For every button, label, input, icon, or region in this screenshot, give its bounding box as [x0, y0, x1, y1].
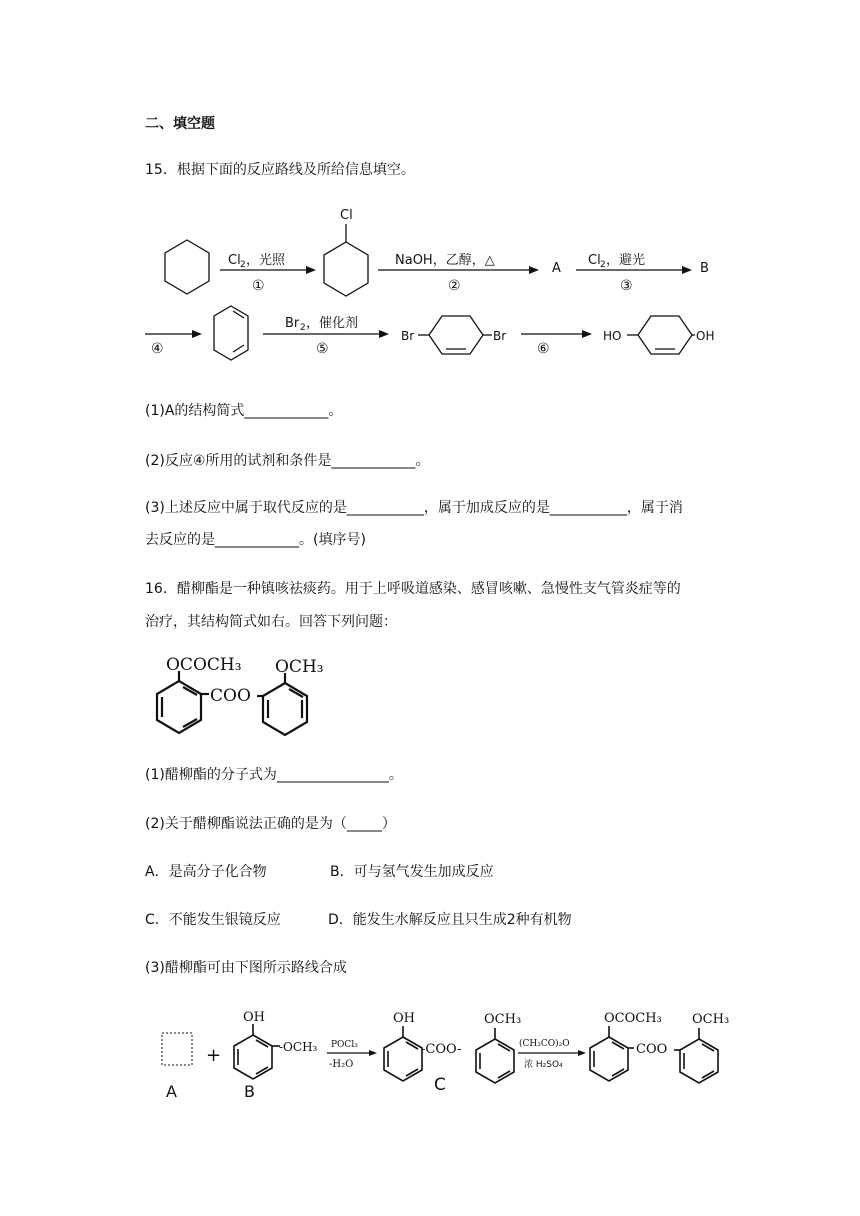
- step6-number: ⑥: [537, 341, 550, 357]
- q16-option-c: C．不能发生银镜反应: [145, 912, 281, 928]
- q16-option-b: B．可与氢气发生加成反应: [330, 864, 494, 880]
- placeholder-box-a: [162, 1033, 192, 1065]
- step1-reagent-sub: 2: [240, 260, 246, 270]
- q16-option-d: D．能发生水解反应且只生成2种有机物: [328, 912, 572, 928]
- cyclohexenediol-ring: [638, 316, 692, 354]
- step2-number: ②: [448, 278, 461, 294]
- q16-sub2: (2)关于醋柳酯说法正确的是为（_____）: [145, 816, 396, 832]
- synth-oh-b: OH: [243, 1010, 265, 1025]
- q16-sub1: (1)醋柳酯的分子式为________________。: [145, 767, 403, 783]
- step5-reagent-rest: ，催化剂: [306, 316, 359, 331]
- intermediate-b: B: [700, 261, 709, 276]
- step1-number: ①: [252, 278, 265, 294]
- cyclohexadiene-ring: [214, 306, 248, 360]
- intermediate-a: A: [552, 261, 561, 276]
- step1-reagent-main: Cl: [228, 253, 241, 268]
- br-right-label: Br: [493, 329, 507, 343]
- oh-right-label: OH: [696, 329, 715, 343]
- synth-oh-c: OH: [393, 1011, 415, 1026]
- synth-och3-c: OCH₃: [484, 1012, 522, 1027]
- struct-och3: OCH₃: [275, 657, 324, 677]
- step5-reagent-sub: 2: [300, 323, 306, 333]
- struct-coo: COO: [210, 686, 251, 706]
- step4-number: ④: [151, 341, 164, 357]
- step5-reagent-main: Br: [285, 316, 300, 331]
- synth-reagent2-bot: 浓 H₂SO₄: [524, 1060, 563, 1070]
- q16-stem-line1: 16．醋柳酯是一种镇咳祛痰药。用于上呼吸道感染、感冒咳嗽、急慢性支气管炎症等的: [145, 581, 681, 597]
- synth-coo-c: -COO-: [421, 1042, 462, 1057]
- step2-reagent: NaOH，乙醇，△: [395, 253, 495, 268]
- compound-b-ring: [234, 1024, 280, 1079]
- synth-label-c: C: [434, 1075, 446, 1095]
- q16-sub3: (3)醋柳酯可由下图所示路线合成: [145, 960, 347, 976]
- q16-stem-line2: 治疗，其结构简式如右。回答下列问题：: [145, 614, 397, 630]
- step3-reagent-main: Cl: [588, 253, 601, 268]
- q15-sub2: (2)反应④所用的试剂和条件是____________。: [145, 453, 430, 469]
- step5-number: ⑤: [316, 341, 329, 357]
- step3-reagent-sub: 2: [600, 260, 606, 270]
- q15-sub3-line1: (3)上述反应中属于取代反应的是___________，属于加成反应的是___________，属于消: [145, 500, 683, 516]
- ho-left-label: HO: [603, 329, 622, 343]
- synth-plus: +: [206, 1045, 222, 1066]
- synth-reagent2-top: (CH₃CO)₂O: [519, 1039, 570, 1049]
- chlorocyclohexane-ring: [324, 242, 368, 296]
- step1-reagent-rest: ，光照: [246, 253, 286, 268]
- cyclohexane-ring: [165, 240, 209, 294]
- synth-reagent1-top: POCl₃: [331, 1040, 358, 1050]
- section-heading: 二、填空题: [145, 116, 215, 132]
- step3-number: ③: [620, 278, 633, 294]
- q15-sub3-line2: 去反应的是____________。(填序号): [145, 532, 366, 548]
- dibromocyclohexene-ring: [429, 316, 483, 354]
- q15-stem: 15．根据下面的反应路线及所给信息填空。: [145, 162, 415, 178]
- struct-ococh3: OCOCH₃: [166, 655, 242, 675]
- q16-option-a: A．是高分子化合物: [145, 864, 267, 880]
- br-left-label: Br: [401, 329, 415, 343]
- synth-label-a: A: [166, 1082, 177, 1101]
- synth-label-b: B: [244, 1082, 255, 1101]
- synth-reagent1-bot: -H₂O: [329, 1059, 354, 1070]
- synth-coo-p: COO: [636, 1042, 668, 1057]
- synth-ococh3-p: OCOCH₃: [604, 1011, 662, 1026]
- q15-sub1: (1)A的结构简式____________。: [145, 403, 343, 419]
- synth-och3-p: OCH₃: [692, 1012, 730, 1027]
- cl-label: Cl: [340, 208, 353, 223]
- synth-och3-b: -OCH₃: [279, 1040, 318, 1054]
- step3-reagent-rest: ，避光: [606, 253, 646, 268]
